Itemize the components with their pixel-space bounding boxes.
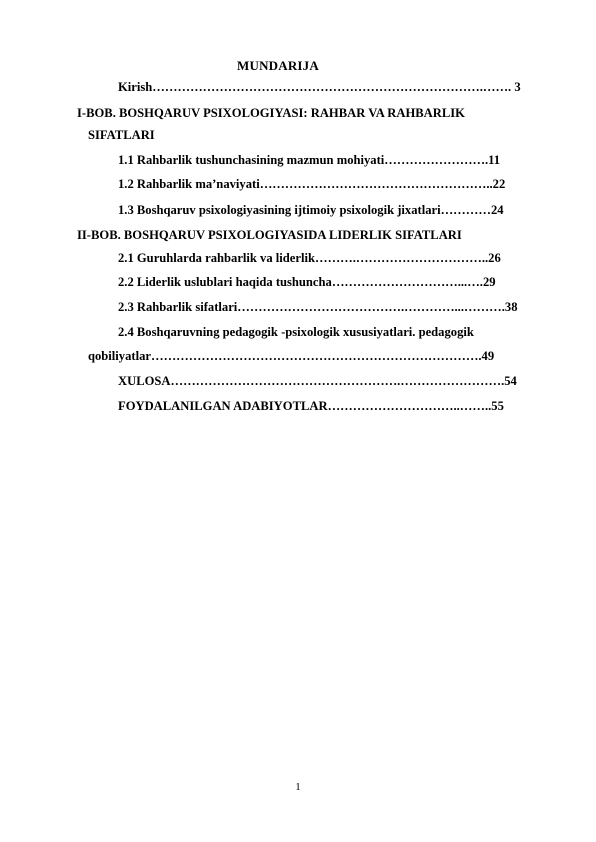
toc-entry-2-3: 2.3 Rahbarlik sifatlari………………………………….…………...……….38 bbox=[118, 300, 518, 314]
page-number: 1 bbox=[295, 781, 301, 793]
toc-title bbox=[0, 58, 596, 74]
toc-chapter-1-heading-cont: SIFATLARI bbox=[88, 128, 155, 142]
toc-entry-1-3: 1.3 Boshqaruv psixologiyasining ijtimoiy psixologik jixatlari…………24 bbox=[118, 203, 504, 217]
toc-entry-2-1: 2.1 Guruhlarda rahbarlik va liderlik……….…………………………..26 bbox=[118, 251, 501, 265]
toc-entry-1-1: 1.1 Rahbarlik tushunchasining mazmun mohiyati…………………….11 bbox=[118, 153, 501, 167]
toc-entry-2-4-cont: qobiliyatlar…………………………………………………………………….49 bbox=[88, 349, 495, 363]
toc-chapter-2-heading: II-BOB. BOSHQARUV PSIXOLOGIYASIDA LIDERLIK SIFATLARI bbox=[77, 228, 462, 242]
toc-entry-1-2: 1.2 Rahbarlik ma’naviyati………………………………………………..22 bbox=[118, 177, 506, 191]
toc-chapter-1-heading: I-BOB. BOSHQARUV PSIXOLOGIYASI: RAHBAR VA RAHBARLIK bbox=[77, 106, 465, 120]
toc-entry-xulosa: XULOSA……………………………………………….…………………….54 bbox=[118, 374, 517, 388]
toc-entry-2-4: 2.4 Boshqaruvning pedagogik -psixologik xususiyatlari. pedagogik bbox=[118, 325, 474, 339]
toc-entry-2-2: 2.2 Liderlik uslublari haqida tushuncha…………………………...….29 bbox=[118, 275, 496, 289]
toc-title-text: MUNDARIJA bbox=[237, 58, 319, 73]
toc-entry-adabiyotlar: FOYDALANILGAN ADABIYOTLAR…………………………..……..55 bbox=[118, 399, 504, 413]
toc-entry-kirish: Kirish…………………………………………………………………….……. 3 bbox=[118, 80, 521, 94]
